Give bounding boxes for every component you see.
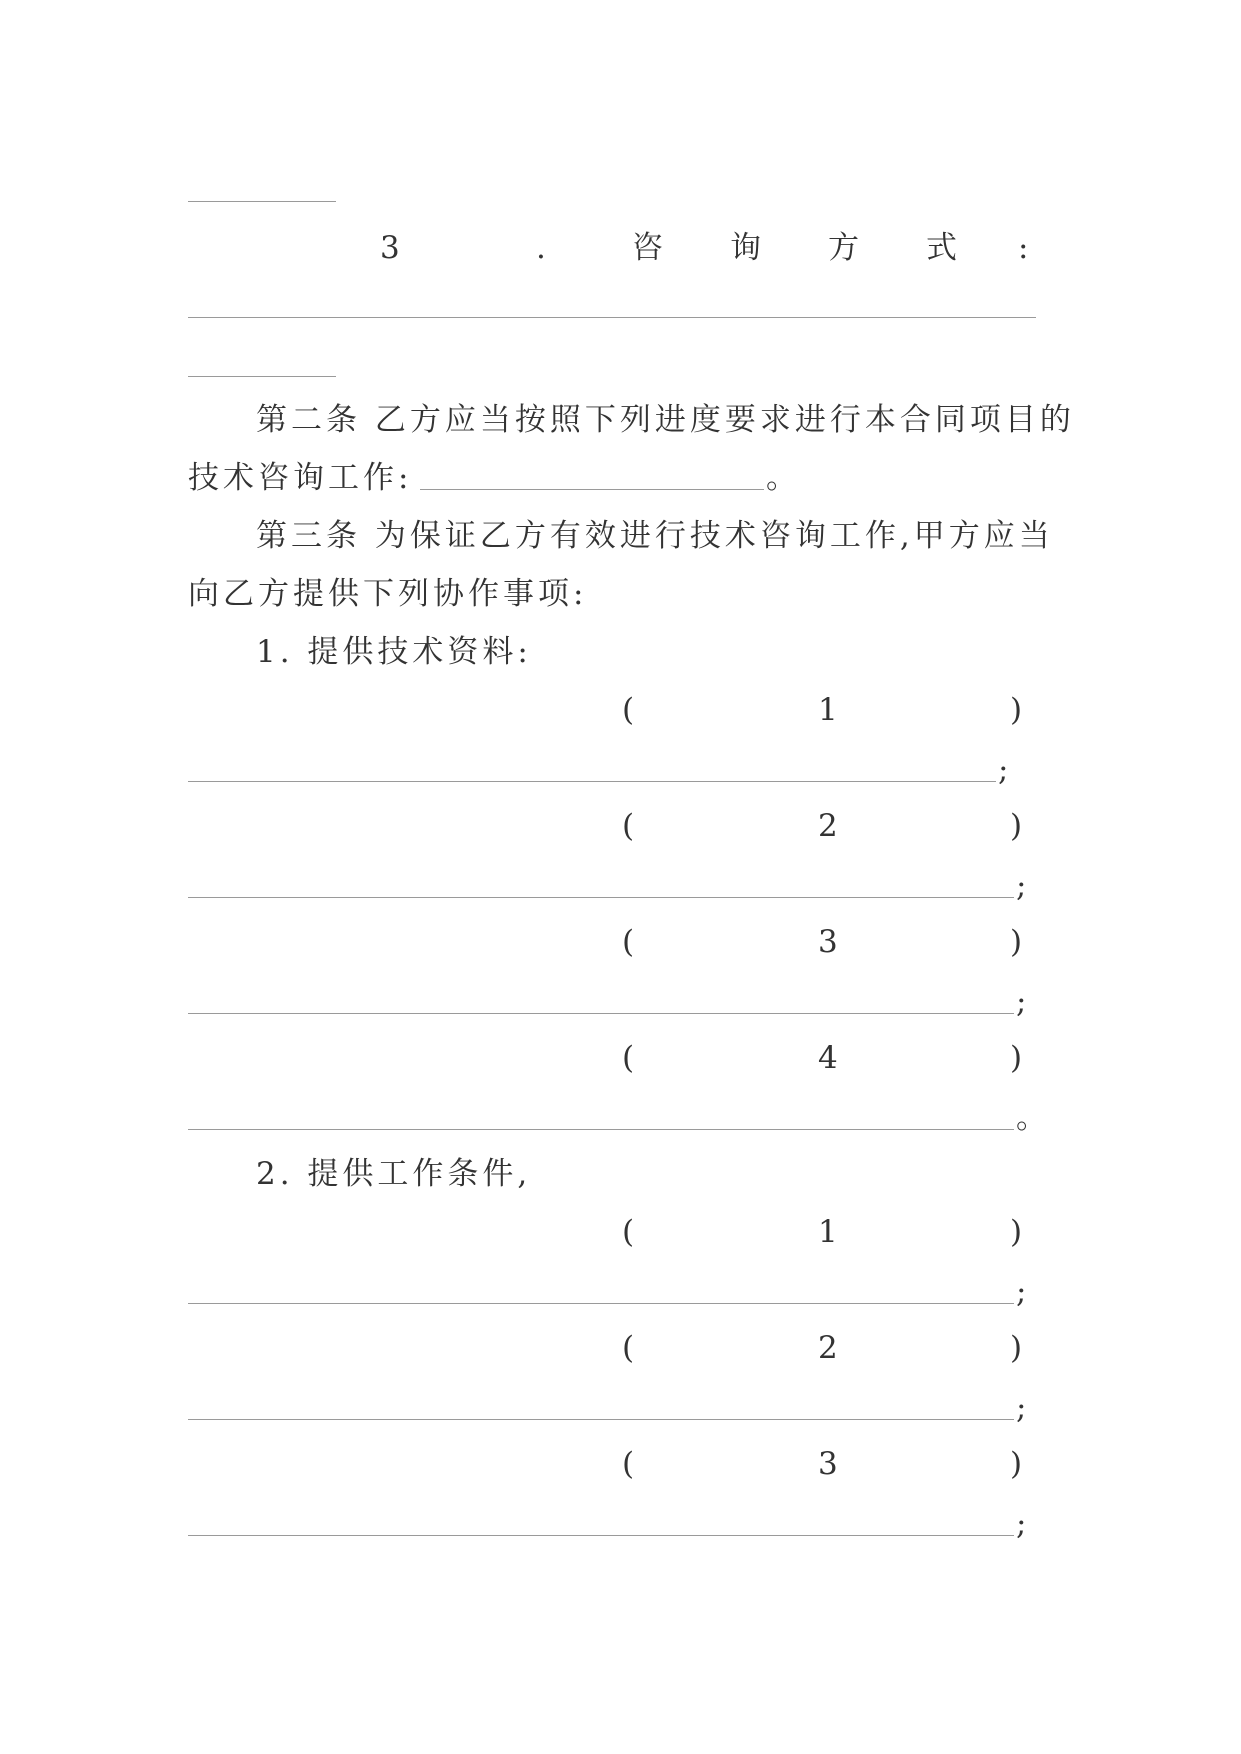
label-char: 式 — [926, 230, 957, 266]
blank-line — [420, 489, 764, 490]
item-end-mark: ; — [998, 752, 1009, 788]
item-close-paren: ) — [1010, 1330, 1023, 1366]
blank-line — [188, 1303, 1014, 1304]
item-open-paren: ( — [622, 692, 635, 728]
blank-line — [188, 376, 336, 377]
blank-line — [188, 201, 336, 202]
blank-line — [188, 1129, 1014, 1130]
item-number: 1 — [818, 1214, 838, 1250]
article-2-period: 。 — [766, 460, 797, 496]
item-end-mark: ; — [1016, 1274, 1027, 1310]
item-end-mark: ; — [1016, 984, 1027, 1020]
item-open-paren: ( — [622, 1446, 635, 1482]
article-3-line-1: 第三条 为保证乙方有效进行技术咨询工作,甲方应当 — [256, 518, 1054, 554]
article-2-line-1: 第二条 乙方应当按照下列进度要求进行本合同项目的 — [256, 402, 1075, 438]
item-number: 3 — [818, 1446, 838, 1482]
item-close-paren: ) — [1010, 1040, 1023, 1076]
item-open-paren: ( — [622, 808, 635, 844]
article-2-line-2: 技术咨询工作: — [188, 460, 413, 496]
item-end-mark: ; — [1016, 868, 1027, 904]
blank-line — [188, 1013, 1014, 1014]
item-dot: . — [536, 230, 546, 266]
item-open-paren: ( — [622, 1040, 635, 1076]
item-number: 3 — [380, 230, 400, 266]
label-char: 方 — [828, 230, 859, 266]
item-open-paren: ( — [622, 1214, 635, 1250]
item-close-paren: ) — [1010, 808, 1023, 844]
item-close-paren: ) — [1010, 1446, 1023, 1482]
item-end-mark: ; — [1016, 1390, 1027, 1426]
item-number: 2 — [818, 1330, 838, 1366]
blank-line — [188, 1419, 1014, 1420]
item-close-paren: ) — [1010, 924, 1023, 960]
item-number: 1 — [818, 692, 838, 728]
item-number: 2 — [818, 808, 838, 844]
label-colon: : — [1018, 230, 1029, 266]
blank-line — [188, 781, 996, 782]
blank-line — [188, 897, 1014, 898]
item-end-mark: ; — [1016, 1506, 1027, 1542]
item-close-paren: ) — [1010, 1214, 1023, 1250]
blank-line — [188, 317, 1036, 318]
label-char: 咨 — [632, 230, 663, 266]
consult-method-line — [0, 224, 1241, 280]
item-open-paren: ( — [622, 1330, 635, 1366]
item-number: 4 — [818, 1040, 838, 1076]
item-end-mark: 。 — [1016, 1100, 1047, 1136]
item-open-paren: ( — [622, 924, 635, 960]
section-1-heading: 1. 提供技术资料: — [256, 634, 532, 670]
item-number: 3 — [818, 924, 838, 960]
label-char: 询 — [730, 230, 761, 266]
item-close-paren: ) — [1010, 692, 1023, 728]
section-2-heading: 2. 提供工作条件, — [256, 1156, 532, 1192]
blank-line — [188, 1535, 1014, 1536]
article-3-line-2: 向乙方提供下列协作事项: — [188, 576, 588, 612]
